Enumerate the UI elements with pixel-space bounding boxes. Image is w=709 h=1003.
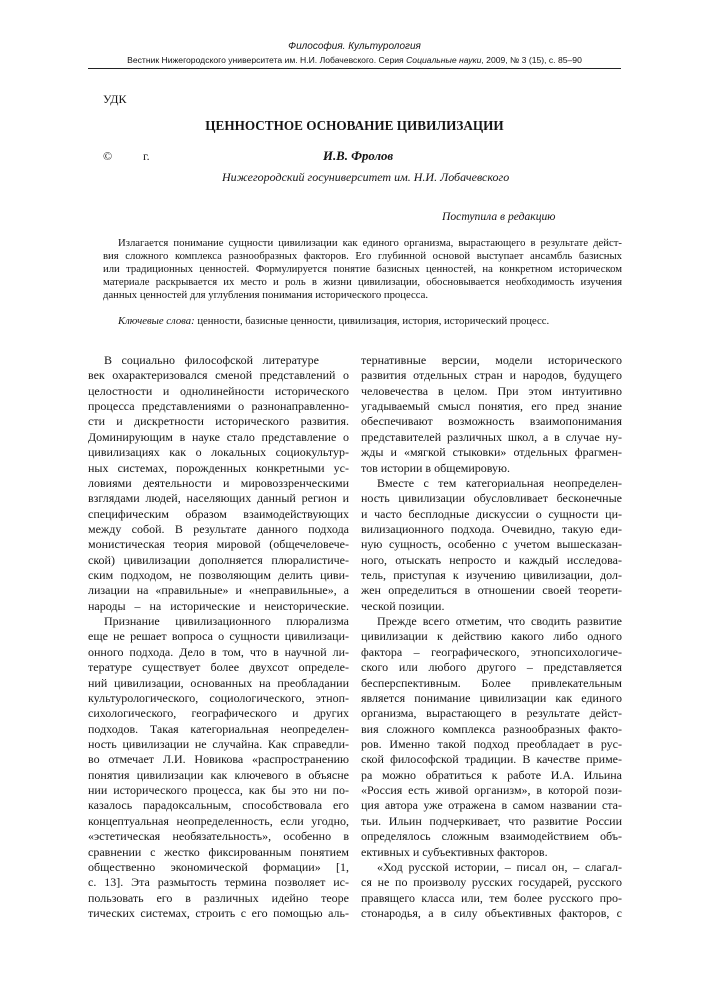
body-text-line: является понимание цивилизации как единого bbox=[361, 690, 622, 705]
body-text-line: понятия цивилизации как ключевого в объясне bbox=[88, 767, 349, 782]
body-text-line: определялось сложным взаимодействием объ- bbox=[361, 829, 622, 844]
body-text-line: тических системах, строить с его помощью аль- bbox=[88, 905, 349, 920]
abstract-line: вия сложного комплекса разнообразных факторов. Его глубинной основой выступает ансамбль базисных bbox=[103, 250, 622, 262]
body-text-line: Доминирующим в науке стало представление о bbox=[88, 429, 349, 444]
keywords-label: Ключевые слова: bbox=[118, 315, 195, 327]
body-text-line: развития отдельных стран и народов, будущего bbox=[361, 368, 622, 383]
abstract-line: материале раскрывается их место и роль в жизни цивилизации, обосновывается необходимость изучения bbox=[103, 276, 622, 288]
body-text-line: сти и дискретности исторического развития. bbox=[88, 414, 349, 429]
body-text-line: с. 13]. Эта размытость термина позволяет ис- bbox=[88, 875, 349, 890]
body-text-line: цивилизациях как о локальных социокультур- bbox=[88, 445, 349, 460]
body-text-line: ского или любого другого – представляется bbox=[361, 660, 622, 675]
body-text-line: концептуальная неопределенность, если угодно, bbox=[88, 813, 349, 828]
body-text-line: общественно экономической формации» [1, bbox=[88, 859, 349, 874]
body-text-line: ской) цивилизации дополняется плюралистиче- bbox=[88, 552, 349, 567]
body-text-line: нии исторического процесса, как бы это ни по- bbox=[88, 783, 349, 798]
author-name: И.В. Фролов bbox=[323, 149, 394, 163]
body-text-line: фактора – географического, этнопсихологиче- bbox=[361, 644, 622, 659]
author-affiliation: Нижегородский госуниверситет им. Н.И. Лобачевского bbox=[222, 170, 510, 184]
body-text-line: ективных и субъективных факторов. bbox=[361, 844, 548, 859]
body-text-line: стонародья, а в силу объективных факторов, с bbox=[361, 905, 622, 920]
body-text-line: между собой. В результате данного подхода bbox=[88, 521, 349, 536]
body-text-line: ность цивилизации обусловливает бесконечные bbox=[361, 491, 622, 506]
body-text-line: ция автора уже отражена в самом названии ста- bbox=[361, 798, 622, 813]
body-text-line: пользовать его в различных идейно теоре bbox=[88, 890, 349, 905]
body-text-line: специфическим образом взаимодействующих bbox=[88, 506, 349, 521]
journal-citation bbox=[0, 55, 709, 66]
body-text-line: правящего класса или, тем более русского про- bbox=[361, 890, 622, 905]
body-text-line: представителей различных школ, а в случае ну- bbox=[361, 429, 622, 444]
body-text-line: монистическая теория мировой (общечеловече- bbox=[88, 537, 349, 552]
body-text-line: сихологического, географического и других bbox=[88, 706, 349, 721]
body-text-line: ся не по произволу русских государей, русского bbox=[361, 875, 622, 890]
abstract-line: данных ценностей для углубления понимания исторического процесса. bbox=[103, 289, 429, 301]
body-text-line: жды и «мягкой стыковки» отдельных фрагмен- bbox=[361, 445, 622, 460]
abstract bbox=[103, 237, 622, 302]
body-text-line: «эстетическая необязательность», особенно в bbox=[88, 829, 349, 844]
body-text-line: подходов. Такая категориальная неопределен- bbox=[88, 721, 349, 736]
body-text-line: ской философской традиции. В качестве приме- bbox=[361, 752, 622, 767]
udc-label: УДК bbox=[103, 92, 127, 106]
body-text-line: взглядами людей, населяющих данный регион и bbox=[88, 491, 349, 506]
journal-name: Вестник Нижегородского университета им. Н.И. Лобачевского. Серия bbox=[127, 55, 407, 65]
body-text-line: ных системах, порожденных конкретными ус- bbox=[88, 460, 349, 475]
body-text-line: ность цивилизации не случайна. Как справедли- bbox=[88, 736, 349, 751]
body-text-line: обеспечивают возможность взаимопонимания bbox=[361, 414, 622, 429]
keywords bbox=[118, 314, 549, 328]
body-text-line: ским подходом, не позволяющим делить циви- bbox=[88, 568, 349, 583]
body-text-line: и часто бесплодные дискуссии о сущности ци- bbox=[361, 506, 622, 521]
body-text-line: культурологического, социологического, этноп- bbox=[88, 690, 349, 705]
body-text-line: «Россия есть живой организм», в которой пози- bbox=[361, 783, 622, 798]
body-text-line: организма, вырастающего в результате дейст- bbox=[361, 706, 622, 721]
body-text-line: вилизационного подхода. Очевидно, такую еди- bbox=[361, 521, 622, 536]
body-text-line: тель, приступая к изучению цивилизации, дол- bbox=[361, 568, 622, 583]
body-text-line: цивилизации к действию какого либо одного bbox=[361, 629, 622, 644]
body-text-line: онного подхода. Дело в том, что в научной ли- bbox=[88, 644, 349, 659]
body-text-line: ловиями деятельности и мировоззренческими bbox=[88, 475, 349, 490]
body-text-line: сравнении с жестко фиксированным понятием bbox=[88, 844, 349, 859]
body-text-line: В социально философской литературе bbox=[104, 353, 319, 367]
journal-series: Социальные науки bbox=[406, 55, 482, 65]
body-text-line: ний цивилизации, основанных на преобладании bbox=[88, 675, 349, 690]
received-note: Поступила в редакцию bbox=[442, 210, 556, 223]
journal-section: Философия. Культурология bbox=[288, 41, 421, 52]
journal-issue: , 2009, № 3 (15), с. 85–90 bbox=[481, 55, 582, 65]
body-text-line: век охарактеризовался сменой представлений о bbox=[88, 368, 349, 383]
body-text-line: Прежде всего отметим, что сводить развитие bbox=[377, 614, 622, 629]
right-column bbox=[361, 353, 622, 921]
body-text-line: жен определиться в отношении своей теорети- bbox=[361, 583, 622, 598]
body-text-line: тературе существует более двухсот определе- bbox=[88, 660, 349, 675]
body-text-line: ческой позиции. bbox=[361, 598, 445, 613]
copyright-symbol: © bbox=[103, 149, 113, 163]
body-text-line: человечества в целом. При этом интуитивно bbox=[361, 383, 622, 398]
body-text-line: тернативные версии, модели исторического bbox=[361, 353, 622, 367]
body-text-line: целостности и однолинейности исторического bbox=[88, 383, 349, 398]
body-text-line: народы – на исторические и неисторические. bbox=[88, 598, 349, 613]
body-text-line: лизации на «правильные» и «неправильные», а bbox=[88, 583, 349, 598]
copyright-year: г. bbox=[143, 149, 150, 163]
body-text-line: бесперспективным. Более привлекательным bbox=[361, 675, 622, 690]
body-text-line: Вместе с тем категориальная неопределен- bbox=[377, 475, 622, 490]
body-text-line: ров. Именно такой подход преобладает в рус- bbox=[361, 736, 622, 751]
body-text-line: казалось парадоксальным, способствовала его bbox=[88, 798, 349, 813]
left-column bbox=[88, 353, 349, 921]
body-text-line: тов истории в общемировую. bbox=[361, 460, 511, 475]
abstract-line: Излагается понимание сущности цивилизации как единого организма, вырастающего в результате дейст- bbox=[118, 237, 622, 249]
body-text-line: ра можно обратиться к работе И.А. Ильина bbox=[361, 767, 622, 782]
body-text-line: процесса представлениями о разнонаправленно- bbox=[88, 399, 349, 414]
abstract-line: или традиционных ценностей. Формулируется понятие базисных ценностей, на конкретном историческом bbox=[103, 263, 622, 275]
body-text-line: угадываемый смысл понятия, его пред знание bbox=[361, 399, 622, 414]
body-text-line: тьи. Ильин подчеркивает, что развитие России bbox=[361, 813, 622, 828]
header-rule bbox=[88, 68, 621, 69]
article-title: ЦЕННОСТНОЕ ОСНОВАНИЕ ЦИВИЛИЗАЦИИ bbox=[205, 118, 504, 133]
body-text-line: ного, отыскать непросто и каждый исследова- bbox=[361, 552, 622, 567]
body-text-line: вия сложного комплекса разнообразных факто- bbox=[361, 721, 622, 736]
body-text-line: Признание цивилизационного плюрализма bbox=[104, 614, 349, 629]
keywords-text: ценности, базисные ценности, цивилизация, история, исторический процесс. bbox=[194, 315, 550, 327]
body-text-line: еще не решает вопроса о сущности цивилизаци- bbox=[88, 629, 349, 644]
body-text-line: «Ход русской истории, – писал он, – слагал- bbox=[377, 859, 622, 874]
body-text-line: во отмечает Л.И. Новикова «распространению bbox=[88, 752, 349, 767]
body-text-line: ную сущность, особенно с учетом вышесказан- bbox=[361, 537, 622, 552]
